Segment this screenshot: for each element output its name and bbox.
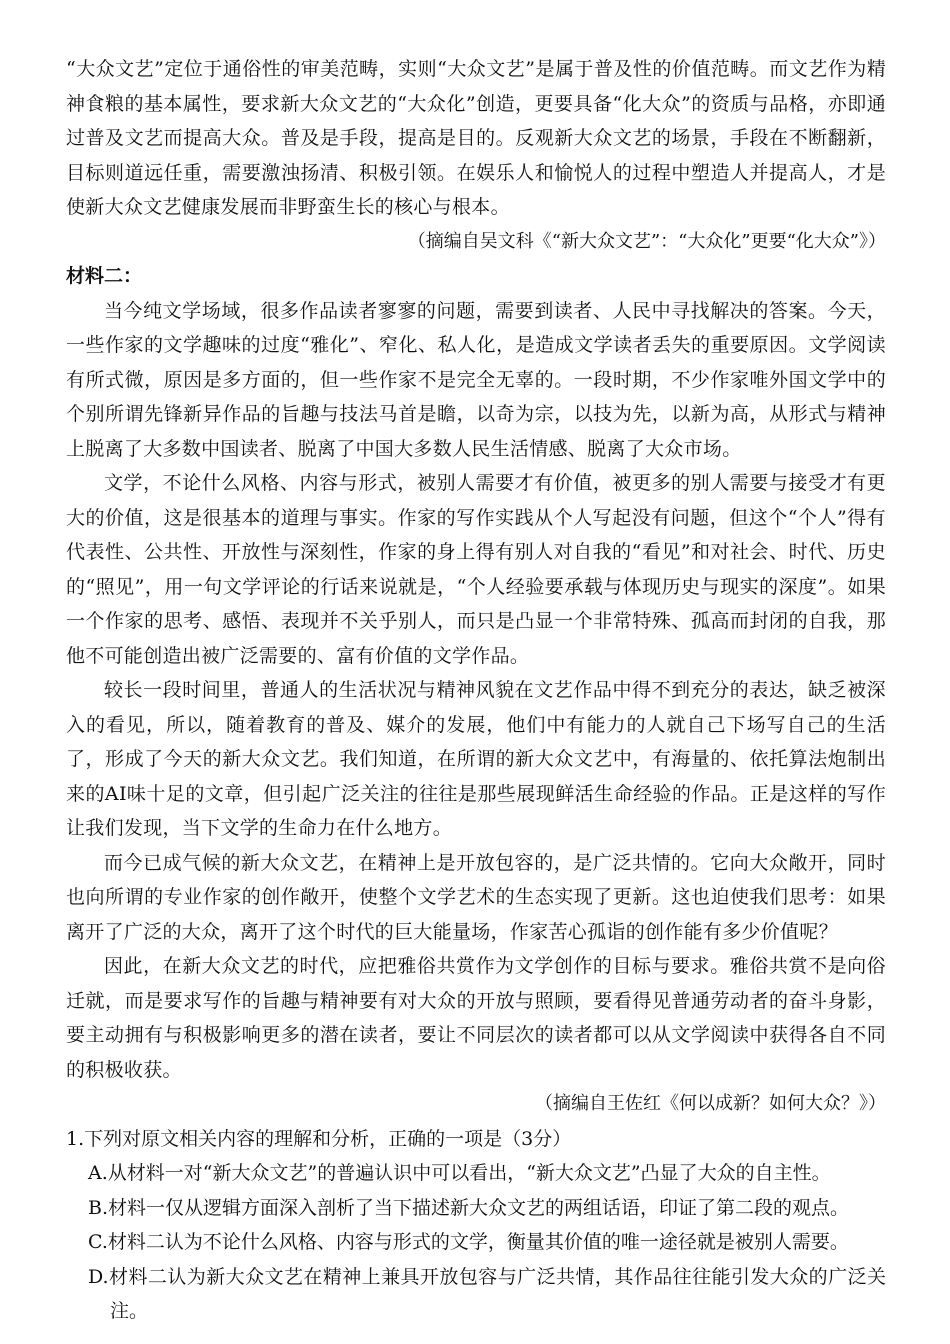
material2-paragraph-1: 当今纯文学场域，很多作品读者寥寥的问题，需要到读者、人民中寻找解决的答案。今天，一些作家的文学趣味的过度“雅化”、窄化、私人化，是造成文学读者丢失的重要原因。文学阅读有所式微，原因是多方面的，但一些作家不是完全无辜的。一段时期，不少作家唯外国文学中的个别所谓先锋新异作品的旨趣与技法马首是瞻，以奇为宗，以技为先，以新为高，从形式与精神上脱离了大多数中国读者、脱离了中国大多数人民生活情感、脱离了大众市场。: [66, 299, 886, 460]
material2-paragraph-4: 而今已成气候的新大众文艺，在精神上是开放包容的，是广泛共情的。它向大众敞开，同时也向所谓的专业作家的创作敞开，使整个文学艺术的生态实现了更新。这也迫使我们思考：如果离开了广泛的大众，离开了这个时代的巨大能量场，作家苦心孤诣的创作能有多少价值呢？: [66, 851, 886, 943]
question-1-option-c: C.材料二认为不论什么风格、内容与形式的文学，衡量其价值的唯一途径就是被别人需要。: [88, 1231, 849, 1253]
exam-page: [66, 52, 886, 1329]
material2-paragraph-5: 因此，在新大众文艺的时代，应把雅俗共赏作为文学创作的目标与要求。雅俗共赏不是向俗迁就，而是要求写作的旨趣与精神要有对大众的开放与照顾，要看得见普通劳动者的奋斗身影，要主动拥有与积极影响更多的潜在读者，要让不同层次的读者都可以从文学阅读中获得各自不同的积极收获。: [66, 955, 886, 1081]
question-1-stem: 1.下列对原文相关内容的理解和分析，正确的一项是（3分）: [66, 1127, 572, 1150]
material1-paragraph: “大众文艺”定位于通俗性的审美范畴，实则“大众文艺”是属于普及性的价值范畴。而文艺作为精神食粮的基本属性，要求新大众文艺的“大众化”创造，更要具备“化大众”的资质与品格，亦即通过普及文艺而提高大众。普及是手段，提高是目的。反观新大众文艺的场景，手段在不断翻新，目标则道远任重，需要激浊扬清、积极引领。在娱乐人和愉悦人的过程中塑造人并提高人，才是使新大众文艺健康发展而非野蛮生长的核心与根本。: [66, 58, 886, 218]
material2-paragraph-3: 较长一段时间里，普通人的生活状况与精神风貌在文艺作品中得不到充分的表达，缺乏被深入的看见，所以，随着教育的普及、媒介的发展，他们中有能力的人就自己下场写自己的生活了，形成了今天的新大众文艺。我们知道，在所谓的新大众文艺中，有海量的、依托算法炮制出来的AI味十足的文章，但引起广泛关注的往往是那些展现鲜活生命经验的作品。正是这样的写作让我们发现，当下文学的生命力在什么地方。: [66, 679, 886, 839]
material2-heading: 材料二：: [66, 265, 143, 287]
question-1-option-d: D.材料二认为新大众文艺在精神上兼具开放包容与广泛共情，其作品往往能引发大众的广泛关注。: [88, 1265, 886, 1322]
question-1-option-b: B.材料一仅从逻辑方面深入剖析了当下描述新大众文艺的两组话语，印证了第二段的观点。: [88, 1196, 850, 1219]
question-1-option-a: A.从材料一对“新大众文艺”的普遍认识中可以看出，“新大众文艺”凸显了大众的自主性。: [88, 1162, 831, 1184]
material1-source: （摘编自吴文科《“新大众文艺”：“大众化”更要“化大众”》）: [407, 230, 886, 252]
material2-paragraph-2: 文学，不论什么风格、内容与形式，被别人需要才有价值，被更多的别人需要与接受才有更大的价值，这是很基本的道理与事实。作家的写作实践从个人写起没有问题，但这个“个人”得有代表性、公共性、开放性与深刻性，作家的身上得有别人对自我的“看见”和对社会、时代、历史的“照见”，用一句文学评论的行话来说就是，“个人经验要承载与体现历史与现实的深度”。如果一个作家的思考、感悟、表现并不关乎别人，而只是凸显一个非常特殊、孤高而封闭的自我，那他不可能创造出被广泛需要的、富有价值的文学作品。: [66, 472, 886, 667]
material2-source: （摘编自王佐红《何以成新？如何大众？》）: [535, 1093, 886, 1114]
